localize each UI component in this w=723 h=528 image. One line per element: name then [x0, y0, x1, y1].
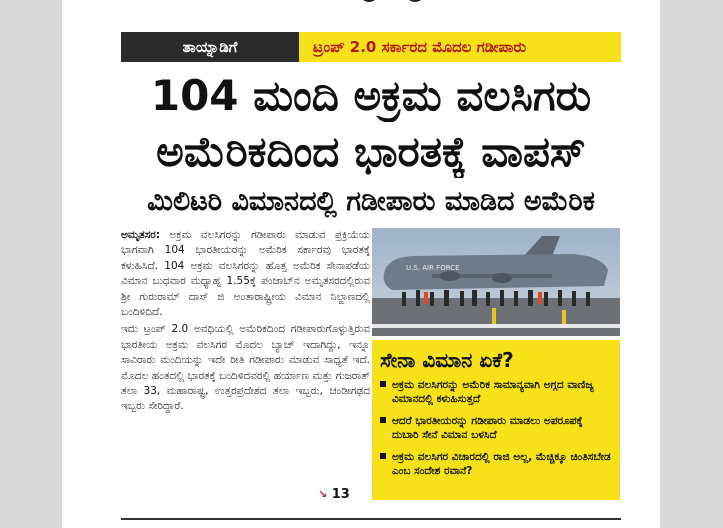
dateline: ಅಮೃತಸರ: [121, 229, 161, 241]
continued-marker [318, 487, 350, 502]
info-box-list [380, 378, 612, 478]
info-box-title: ಸೇನಾ ವಿಮಾನ ಏಕೆ? [380, 348, 514, 372]
news-photo [372, 228, 620, 336]
kicker-label: ಟ್ರಂಪ್ 2.0 ಸರ್ಕಾರದ ಮೊದಲ ಗಡೀಪಾರು [299, 32, 621, 62]
info-box-item: ಆದರೆ ಭಾರತೀಯರನ್ನು ಗಡೀಪಾರು ಮಾಡಲು ಅಪರೂಪಕ್ಕೆ ದುಬಾರಿ ಸೇನೆ ವಿಮಾನ ಬಳಸಿದೆ [380, 414, 612, 442]
info-box-item: ಅಕ್ರಮ ವಲಸಿಗರನ್ನು ಅಮೆರಿಕ ಸಾಮಾನ್ಯವಾಗಿ ಅಗ್ಗದ ವಾಣಿಜ್ಯ ವಿಮಾನದಲ್ಲಿ ಕಳುಹಿಸುತ್ತದೆ [380, 378, 612, 406]
masthead-fragment-icon [352, 0, 462, 10]
section-band [121, 32, 621, 62]
article-paragraph-1-text: ಅಕ್ರಮ ವಲಸಿಗರನ್ನು ಗಡೀಪಾರು ಮಾಡುವ ಪ್ರಕ್ರಿಯೆಯ ಭಾಗವಾಗಿ 104 ಭಾರತೀಯರನ್ನು ಅಮೆರಿಕ ಸರ್ಕಾರವು ಭಾರತಕ್ಕೆ ಕಳುಹಿಸಿದೆ. 104 ಅಕ್ರಮ ವಲಸಿಗರನ್ನು ಹೊತ್ತ ಅಮೆರಿಕ ಸೇನಾಪಡೆಯ ವಿಮಾನ ಬುಧವಾರ ಮಧ್ಯಾಹ್ನ 1.55ಕ್ಕೆ ಪಂಜಾಬ್‌ನ ಅಮೃತಸರದಲ್ಲಿರುವ ಶ್ರೀ ಗುರುರಾಮ್ ದಾಸ್ ಜಿ ಅಂತಾರಾಷ್ಟ್ರೀಯ ವಿಮಾನ ನಿಲ್ದಾಣದಲ್ಲಿ ಬಂದಿಳಿದಿದೆ. [121, 229, 370, 319]
subheadline: ಮಿಲಿಟರಿ ವಿಮಾನದಲ್ಲಿ ಗಡೀಪಾರು ಮಾಡಿದ ಅಮೆರಿಕ [147, 186, 595, 217]
aircraft-marking: U.S. AIR FORCE [406, 264, 460, 272]
article-paragraph-1 [121, 228, 370, 320]
headline-line-2: ಅಮೆರಿಕದಿಂದ ಭಾರತಕ್ಕೆ ವಾಪಸ್ [156, 127, 586, 176]
article-paragraph-2: ಇದು ಟ್ರಂಪ್ 2.0 ಅವಧಿಯಲ್ಲಿ ಅಮೆರಿಕದಿಂದ ಗಡೀಪಾರುಗೊಳ್ಳುತ್ತಿರುವ ಭಾರತೀಯ ಅಕ್ರಮ ವಲಸಿಗರ ಮೊದಲ ಬ್ಯಾಚ್ ಇದಾಗಿದ್ದು, ಇನ್ನೂ ಸಾವಿರಾರು ಮಂದಿಯನ್ನು ಇದೇ ರೀತಿ ಗಡೀಪಾರು ಮಾಡುವ ಸಾಧ್ಯತೆ ಇದೆ. ಮೊದಲ ಹಂತದಲ್ಲಿ ಭಾರತಕ್ಕೆ ಬಂದಿಳಿದವರಲ್ಲಿ ಹರ್ಯಾಣ ಮತ್ತು ಗುಜರಾತ್ ತಲಾ 33, ಮಹಾರಾಷ್ಟ್ರ, ಉತ್ತರಪ್ರದೇಶದ ತಲಾ ಇಬ್ಬರು, ಚಂಡೀಗಢದ ಇಬ್ಬರು ಸೇರಿದ್ದಾರೆ. [121, 323, 370, 413]
newspaper-page [62, 0, 660, 528]
continued-page-number: 13 [331, 487, 350, 502]
bottom-divider [121, 518, 621, 520]
info-box-item: ಅಕ್ರಮ ವಲಸಿಗರ ವಿಚಾರದಲ್ಲಿ ರಾಜಿ ಅಲ್ಲ, ಮೆಚ್ಚಿಕ್ಕೂ ಚಿಂತಿಸಬೇಡ ಎಂಬ ಸಂದೇಶ ರವಾನೆ? [380, 450, 612, 478]
article-body [121, 228, 370, 508]
info-box [372, 340, 620, 500]
continue-arrow-icon: ↘ [318, 488, 328, 501]
section-label: ತಾಯ್ನಾಡಿಗೆ [121, 32, 299, 62]
aircraft-photo-illustration [372, 228, 620, 336]
headline-line-1: 104 ಮಂದಿ ಅಕ್ರಮ ವಲಸಿಗರು [150, 71, 592, 120]
cropped-masthead-fragment [352, 0, 462, 17]
